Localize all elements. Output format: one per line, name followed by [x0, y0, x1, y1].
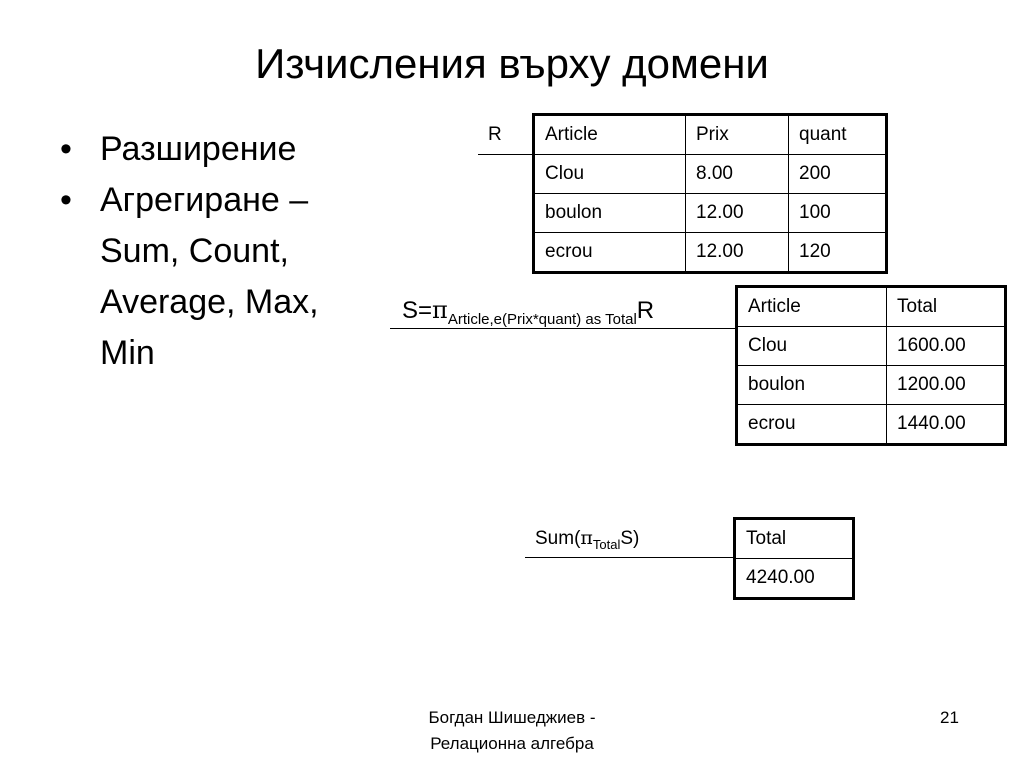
- table-cell: 1200.00: [887, 366, 1006, 405]
- table-cell: Total: [887, 287, 1006, 327]
- table-cell: Article: [737, 287, 887, 327]
- table-cell: 12.00: [686, 194, 789, 233]
- table-row: [737, 366, 1006, 405]
- bullet-text: Агрегиране – Sum, Count, Average, Max, Min: [100, 181, 319, 372]
- table-cell: 1600.00: [887, 327, 1006, 366]
- bullet-text: Разширение: [100, 130, 297, 168]
- table-row: [534, 155, 887, 194]
- bullet-list: [60, 124, 360, 379]
- sum-underline: [525, 557, 735, 558]
- relation-r-underline: [478, 154, 534, 155]
- table-cell: 200: [789, 155, 887, 194]
- pi-symbol: π: [580, 527, 593, 549]
- table-cell: Article: [534, 115, 686, 155]
- table-row: [737, 405, 1006, 445]
- bullet-item: [60, 124, 360, 175]
- table-cell: Clou: [737, 327, 887, 366]
- table-cell: 120: [789, 233, 887, 273]
- table-cell: Clou: [534, 155, 686, 194]
- table-cell: 1440.00: [887, 405, 1006, 445]
- table-cell: quant: [789, 115, 887, 155]
- table-row: [737, 327, 1006, 366]
- footer-author: [380, 705, 644, 757]
- table-cell: ecrou: [534, 233, 686, 273]
- table-row: [735, 519, 854, 559]
- table-cell: Total: [735, 519, 854, 559]
- table-row: [534, 115, 887, 155]
- slide-title: Изчисления върху домени: [255, 40, 769, 87]
- table-cell: boulon: [534, 194, 686, 233]
- table-cell: 12.00: [686, 233, 789, 273]
- footer-line: Богдан Шишеджиев -: [428, 708, 596, 727]
- bullet-item: [60, 175, 360, 379]
- table-cell: ecrou: [737, 405, 887, 445]
- expr-prefix: Sum(: [535, 528, 581, 549]
- pi-symbol: π: [432, 296, 448, 324]
- table-row: [735, 559, 854, 599]
- table-row: [534, 194, 887, 233]
- expr-subscript: Article,e(Prix*quant) as Total: [447, 311, 637, 328]
- footer-line: Релационна алгебра: [430, 734, 594, 753]
- expr-prefix: S=: [402, 297, 433, 324]
- table-cell: 100: [789, 194, 887, 233]
- bullet-symbol: •: [60, 130, 72, 168]
- expr-subscript: Total: [592, 537, 621, 552]
- relation-s-table: [735, 285, 1007, 446]
- table-row: [534, 233, 887, 273]
- relation-r-table: [532, 113, 888, 274]
- bullet-symbol: •: [60, 181, 72, 219]
- sum-expression: [535, 527, 639, 550]
- table-cell: boulon: [737, 366, 887, 405]
- table-row: [737, 287, 1006, 327]
- table-cell: 8.00: [686, 155, 789, 194]
- table-cell: 4240.00: [735, 559, 854, 599]
- page-number: 21: [940, 708, 959, 727]
- relation-r-label: R: [488, 124, 502, 145]
- table-cell: Prix: [686, 115, 789, 155]
- sum-table: [733, 517, 855, 600]
- relation-s-underline: [390, 328, 738, 329]
- expr-suffix: S): [620, 528, 640, 549]
- expr-suffix: R: [636, 297, 655, 324]
- relation-s-expression: [402, 296, 655, 328]
